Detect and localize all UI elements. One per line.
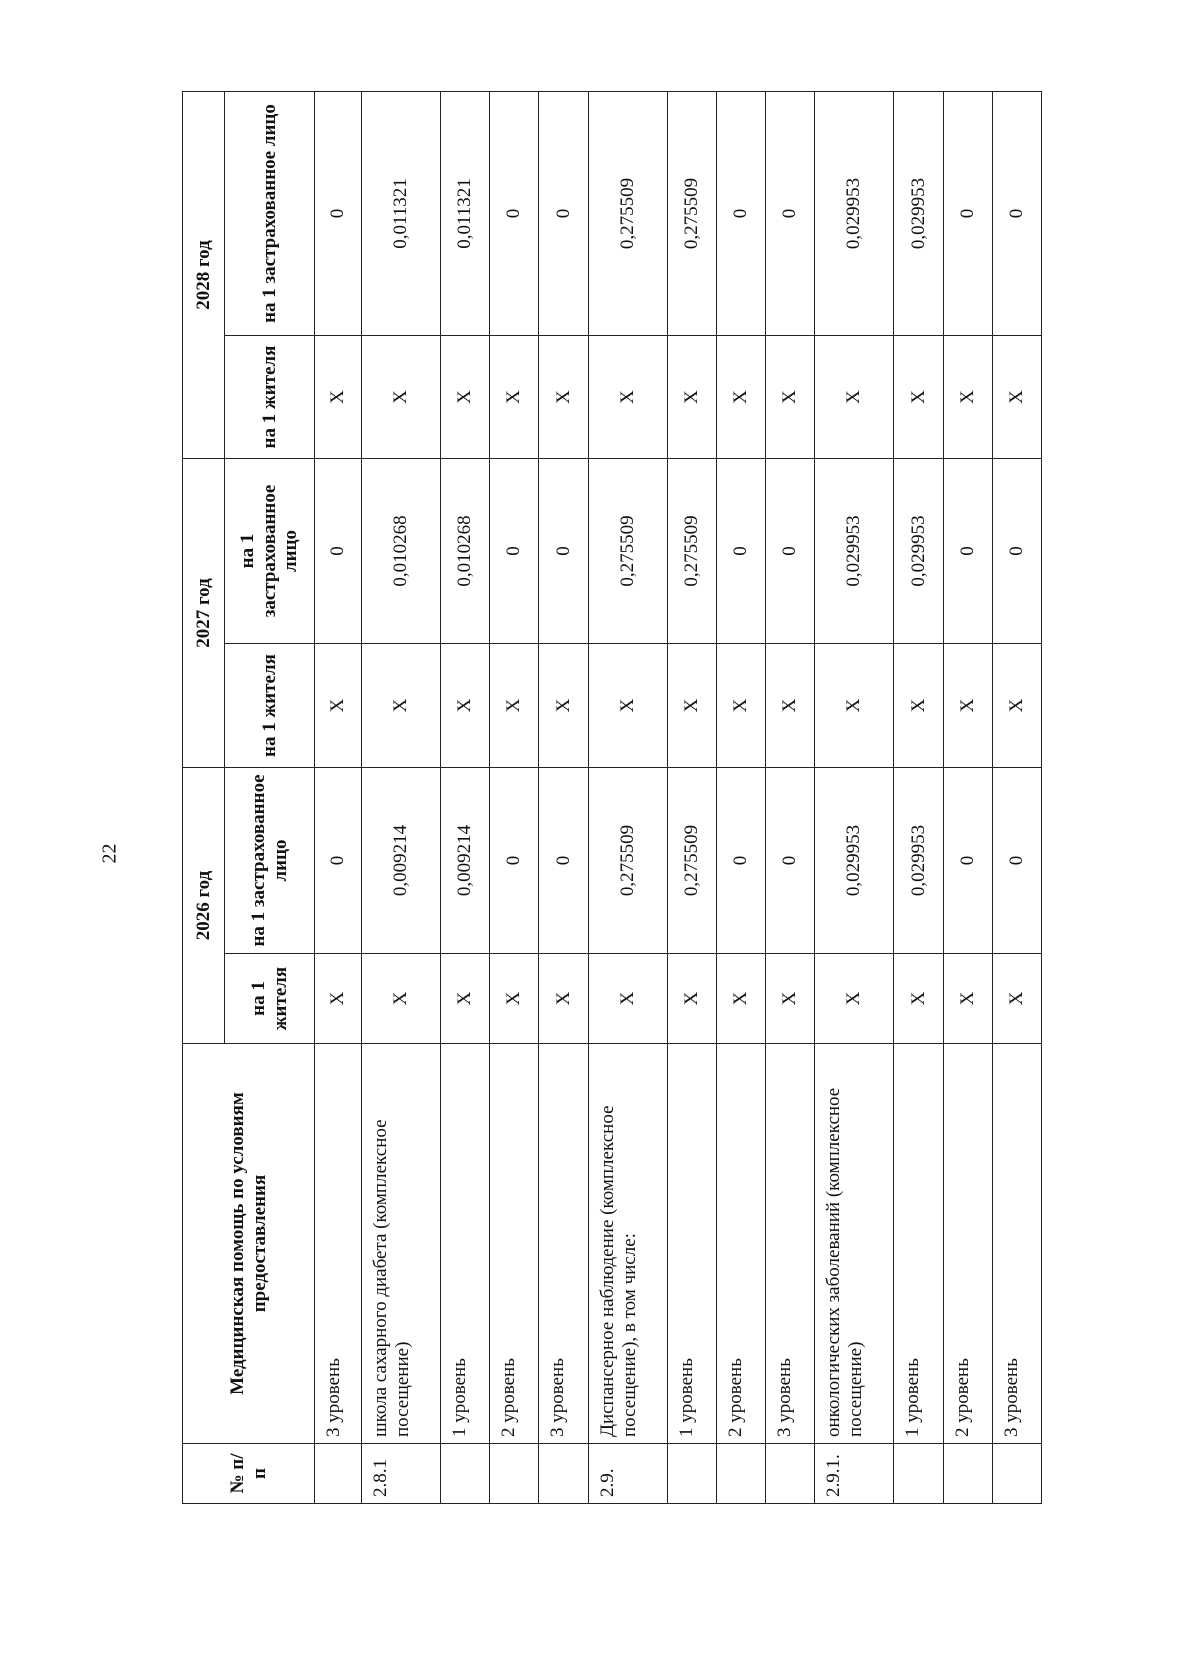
cell-per-resident: X xyxy=(490,954,539,1044)
header-insured: на 1 застрахованное лицо xyxy=(225,768,315,954)
norms-table xyxy=(182,91,1042,1504)
table-row xyxy=(490,92,539,1504)
row-name: 1 уровень xyxy=(894,1044,943,1444)
row-name: 1 уровень xyxy=(667,1044,716,1444)
row-name: 3 уровень xyxy=(315,1044,362,1444)
header-year-2026: 2026 год xyxy=(183,768,225,1044)
cell-per-insured: 0 xyxy=(716,92,765,336)
cell-per-insured: 0,029953 xyxy=(815,459,894,644)
table-row xyxy=(539,92,588,1504)
cell-per-insured: 0 xyxy=(766,92,815,336)
row-name: 1 уровень xyxy=(441,1044,490,1444)
cell-per-resident: X xyxy=(943,954,992,1044)
table-row xyxy=(362,92,441,1504)
cell-per-resident: X xyxy=(441,336,490,459)
cell-per-resident: X xyxy=(588,336,667,459)
cell-per-resident: X xyxy=(490,336,539,459)
cell-per-resident: X xyxy=(667,336,716,459)
row-name: 2 уровень xyxy=(943,1044,992,1444)
cell-per-resident: X xyxy=(362,336,441,459)
cell-per-insured: 0,029953 xyxy=(815,92,894,336)
row-number: 2.9.1. xyxy=(815,1444,894,1504)
cell-per-insured: 0 xyxy=(490,768,539,954)
cell-per-resident: X xyxy=(992,954,1041,1044)
row-number xyxy=(894,1444,943,1504)
cell-per-resident: X xyxy=(992,336,1041,459)
cell-per-insured: 0,275509 xyxy=(667,92,716,336)
cell-per-insured: 0 xyxy=(490,92,539,336)
cell-per-insured: 0,275509 xyxy=(667,768,716,954)
row-name: школа сахарного диабета (комплексное посещение) xyxy=(362,1044,441,1444)
header-resident: на 1 жителя xyxy=(225,954,315,1044)
cell-per-resident: X xyxy=(716,954,765,1044)
cell-per-insured: 0,009214 xyxy=(441,768,490,954)
cell-per-insured: 0 xyxy=(539,768,588,954)
table-row xyxy=(992,92,1041,1504)
row-number xyxy=(766,1444,815,1504)
table-row xyxy=(588,92,667,1504)
row-number: 2.9. xyxy=(588,1444,667,1504)
cell-per-resident: X xyxy=(815,336,894,459)
cell-per-insured: 0,011321 xyxy=(362,92,441,336)
cell-per-resident: X xyxy=(667,954,716,1044)
cell-per-insured: 0 xyxy=(943,459,992,644)
table-row xyxy=(716,92,765,1504)
cell-per-resident: X xyxy=(539,954,588,1044)
cell-per-insured: 0 xyxy=(315,459,362,644)
cell-per-insured: 0,275509 xyxy=(588,768,667,954)
row-number xyxy=(441,1444,490,1504)
header-resident: на 1 жителя xyxy=(225,336,315,459)
cell-per-insured: 0 xyxy=(992,92,1041,336)
row-number xyxy=(716,1444,765,1504)
cell-per-insured: 0,009214 xyxy=(362,768,441,954)
row-name: 2 уровень xyxy=(490,1044,539,1444)
cell-per-resident: X xyxy=(766,336,815,459)
cell-per-insured: 0,275509 xyxy=(588,92,667,336)
cell-per-resident: X xyxy=(894,336,943,459)
row-name: Диспансерное наблюдение (комплексное посещение), в том числе: xyxy=(588,1044,667,1444)
header-resident: на 1 жителя xyxy=(225,644,315,768)
table-row xyxy=(766,92,815,1504)
row-number xyxy=(490,1444,539,1504)
cell-per-resident: X xyxy=(315,336,362,459)
cell-per-resident: X xyxy=(539,336,588,459)
cell-per-insured: 0 xyxy=(539,459,588,644)
row-name: 3 уровень xyxy=(992,1044,1041,1444)
cell-per-resident: X xyxy=(766,954,815,1044)
cell-per-resident: X xyxy=(315,644,362,768)
cell-per-resident: X xyxy=(943,644,992,768)
cell-per-resident: X xyxy=(441,644,490,768)
cell-per-insured: 0 xyxy=(315,92,362,336)
cell-per-insured: 0,029953 xyxy=(894,459,943,644)
cell-per-resident: X xyxy=(716,336,765,459)
header-name: Медицинская помощь по условиям предоставления xyxy=(183,1044,315,1444)
cell-per-insured: 0,029953 xyxy=(894,768,943,954)
row-number xyxy=(943,1444,992,1504)
cell-per-insured: 0,275509 xyxy=(667,459,716,644)
header-insured: на 1 застрахованное лицо xyxy=(225,92,315,336)
header-year-2027: 2027 год xyxy=(183,459,225,768)
cell-per-resident: X xyxy=(362,644,441,768)
cell-per-insured: 0,011321 xyxy=(441,92,490,336)
cell-per-insured: 0 xyxy=(766,459,815,644)
header-num: № п/п xyxy=(183,1444,315,1504)
row-number: 2.8.1 xyxy=(362,1444,441,1504)
cell-per-resident: X xyxy=(894,954,943,1044)
cell-per-resident: X xyxy=(894,644,943,768)
cell-per-resident: X xyxy=(815,644,894,768)
row-name: 3 уровень xyxy=(766,1044,815,1444)
cell-per-resident: X xyxy=(441,954,490,1044)
row-name: 2 уровень xyxy=(716,1044,765,1444)
cell-per-insured: 0 xyxy=(490,459,539,644)
cell-per-insured: 0 xyxy=(943,92,992,336)
cell-per-insured: 0 xyxy=(539,92,588,336)
table-row xyxy=(315,92,362,1504)
cell-per-resident: X xyxy=(588,644,667,768)
cell-per-resident: X xyxy=(362,954,441,1044)
table-row xyxy=(441,92,490,1504)
cell-per-insured: 0 xyxy=(716,459,765,644)
header-year-2028: 2028 год xyxy=(183,92,225,459)
cell-per-resident: X xyxy=(490,644,539,768)
table-body xyxy=(315,92,1042,1504)
cell-per-insured: 0 xyxy=(766,768,815,954)
row-number xyxy=(539,1444,588,1504)
cell-per-resident: X xyxy=(588,954,667,1044)
cell-per-resident: X xyxy=(716,644,765,768)
cell-per-resident: X xyxy=(815,954,894,1044)
cell-per-resident: X xyxy=(315,954,362,1044)
cell-per-resident: X xyxy=(943,336,992,459)
cell-per-insured: 0,010268 xyxy=(362,459,441,644)
row-number xyxy=(667,1444,716,1504)
table-row xyxy=(943,92,992,1504)
cell-per-insured: 0,010268 xyxy=(441,459,490,644)
row-number xyxy=(315,1444,362,1504)
cell-per-insured: 0,029953 xyxy=(815,768,894,954)
cell-per-insured: 0 xyxy=(992,768,1041,954)
cell-per-resident: X xyxy=(766,644,815,768)
cell-per-insured: 0 xyxy=(992,459,1041,644)
cell-per-resident: X xyxy=(667,644,716,768)
cell-per-resident: X xyxy=(992,644,1041,768)
cell-per-resident: X xyxy=(539,644,588,768)
page-number: 22 xyxy=(98,843,121,864)
header-insured: на 1 застрахованное лицо xyxy=(225,459,315,644)
row-number xyxy=(992,1444,1041,1504)
cell-per-insured: 0 xyxy=(943,768,992,954)
rotated-table-container xyxy=(182,92,1042,1504)
table-row xyxy=(667,92,716,1504)
cell-per-insured: 0,275509 xyxy=(588,459,667,644)
cell-per-insured: 0 xyxy=(716,768,765,954)
row-name: онкологических заболеваний (комплексное посещение) xyxy=(815,1044,894,1444)
table-row xyxy=(894,92,943,1504)
cell-per-insured: 0,029953 xyxy=(894,92,943,336)
cell-per-insured: 0 xyxy=(315,768,362,954)
row-name: 3 уровень xyxy=(539,1044,588,1444)
table-row xyxy=(815,92,894,1504)
